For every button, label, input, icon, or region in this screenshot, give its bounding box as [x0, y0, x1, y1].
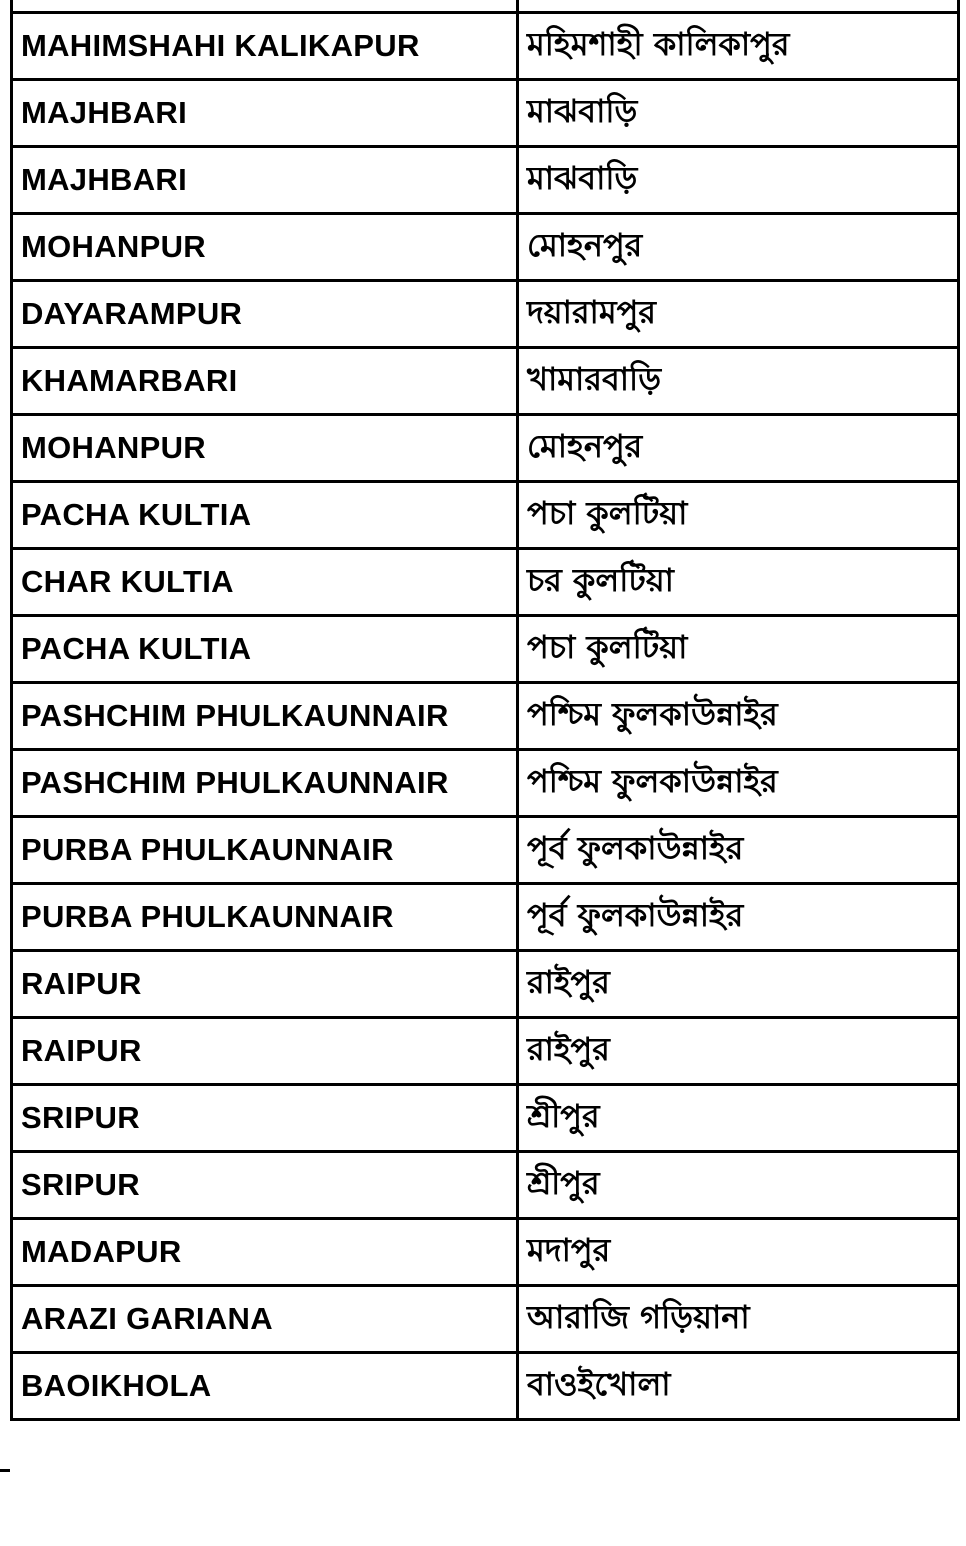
cell-english-name[interactable]: MAJHBARI: [12, 80, 518, 147]
cell-bengali-name[interactable]: মাঝবাড়ি: [518, 80, 959, 147]
table-row: [12, 817, 959, 884]
cell-english-name[interactable]: RAIPUR: [12, 951, 518, 1018]
cell-bengali-name[interactable]: দয়ারামপুর: [518, 281, 959, 348]
cell-english-cut-off[interactable]: [12, 0, 518, 13]
cell-bengali-name[interactable]: শ্রীপুর: [518, 1152, 959, 1219]
cell-bengali-name[interactable]: খামারবাড়ি: [518, 348, 959, 415]
cell-english-name[interactable]: PURBA PHULKAUNNAIR: [12, 817, 518, 884]
table-row: [12, 1286, 959, 1353]
table-row: [12, 616, 959, 683]
cell-english-name[interactable]: RAIPUR: [12, 1018, 518, 1085]
table-body: [12, 0, 959, 1420]
table-row: [12, 147, 959, 214]
left-gridline-stub: [0, 1469, 10, 1472]
cell-english-name[interactable]: PASHCHIM PHULKAUNNAIR: [12, 750, 518, 817]
table-row: [12, 348, 959, 415]
village-name-table: [10, 0, 960, 1421]
table-row: [12, 549, 959, 616]
table-row: [12, 281, 959, 348]
table-row: [12, 1152, 959, 1219]
cell-english-name[interactable]: PACHA KULTIA: [12, 482, 518, 549]
cell-bengali-name[interactable]: পশ্চিম ফুলকাউন্নাইর: [518, 683, 959, 750]
cell-english-name[interactable]: MAHIMSHAHI KALIKAPUR: [12, 13, 518, 80]
cell-bengali-name[interactable]: পশ্চিম ফুলকাউন্নাইর: [518, 750, 959, 817]
cell-bengali-name[interactable]: বাওইখোলা: [518, 1353, 959, 1420]
table-row: [12, 482, 959, 549]
cell-english-name[interactable]: PASHCHIM PHULKAUNNAIR: [12, 683, 518, 750]
cell-bengali-name[interactable]: আরাজি গড়িয়ানা: [518, 1286, 959, 1353]
cell-bengali-cut-off[interactable]: [518, 0, 959, 13]
table-row: [12, 884, 959, 951]
table-row: [12, 1085, 959, 1152]
table-row: [12, 750, 959, 817]
cell-english-name[interactable]: DAYARAMPUR: [12, 281, 518, 348]
cell-english-name[interactable]: CHAR KULTIA: [12, 549, 518, 616]
cell-bengali-name[interactable]: রাইপুর: [518, 951, 959, 1018]
cell-bengali-name[interactable]: পূর্ব ফুলকাউন্নাইর: [518, 884, 959, 951]
table-row: [12, 80, 959, 147]
table-row: [12, 1018, 959, 1085]
cell-english-name[interactable]: MOHANPUR: [12, 415, 518, 482]
cell-bengali-name[interactable]: পচা কুলটিয়া: [518, 482, 959, 549]
table-row: [12, 415, 959, 482]
table-row: [12, 13, 959, 80]
cell-english-name[interactable]: MAJHBARI: [12, 147, 518, 214]
cell-english-name[interactable]: MOHANPUR: [12, 214, 518, 281]
cell-english-name[interactable]: MADAPUR: [12, 1219, 518, 1286]
cell-bengali-name[interactable]: মহিমশাহী কালিকাপুর: [518, 13, 959, 80]
cell-bengali-name[interactable]: পূর্ব ফুলকাউন্নাইর: [518, 817, 959, 884]
cell-english-name[interactable]: PURBA PHULKAUNNAIR: [12, 884, 518, 951]
cell-english-name[interactable]: ARAZI GARIANA: [12, 1286, 518, 1353]
cell-bengali-name[interactable]: পচা কুলটিয়া: [518, 616, 959, 683]
cell-english-name[interactable]: PACHA KULTIA: [12, 616, 518, 683]
cell-bengali-name[interactable]: রাইপুর: [518, 1018, 959, 1085]
table-row: [12, 1353, 959, 1420]
cell-english-name[interactable]: KHAMARBARI: [12, 348, 518, 415]
cell-bengali-name[interactable]: মোহনপুর: [518, 214, 959, 281]
table-row-cut-off: [12, 0, 959, 13]
cell-english-name[interactable]: SRIPUR: [12, 1085, 518, 1152]
table-row: [12, 214, 959, 281]
table-row: [12, 683, 959, 750]
table-row: [12, 1219, 959, 1286]
cell-english-name[interactable]: BAOIKHOLA: [12, 1353, 518, 1420]
cell-bengali-name[interactable]: শ্রীপুর: [518, 1085, 959, 1152]
cell-bengali-name[interactable]: মাঝবাড়ি: [518, 147, 959, 214]
cell-english-name[interactable]: SRIPUR: [12, 1152, 518, 1219]
cell-bengali-name[interactable]: চর কুলটিয়া: [518, 549, 959, 616]
table-row: [12, 951, 959, 1018]
cell-bengali-name[interactable]: মোহনপুর: [518, 415, 959, 482]
cell-bengali-name[interactable]: মদাপুর: [518, 1219, 959, 1286]
